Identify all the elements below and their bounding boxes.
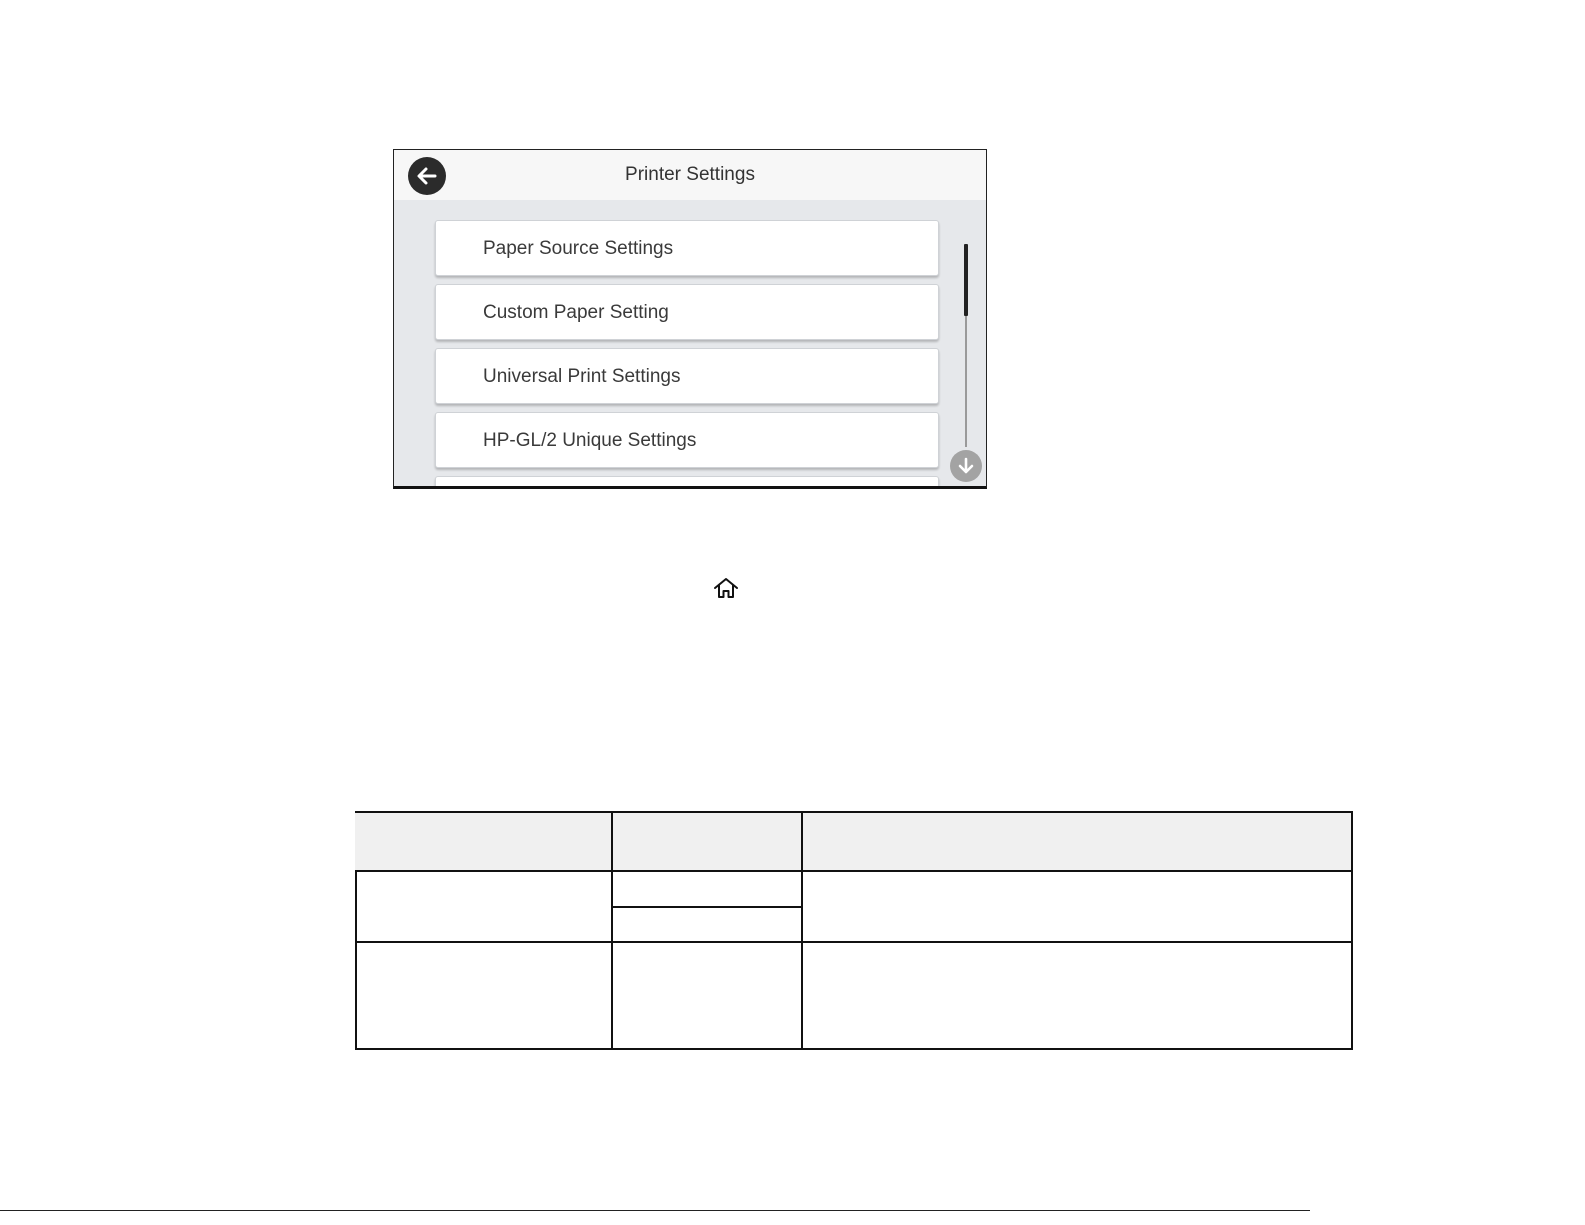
menu-item-partial[interactable] [435,476,939,489]
arrow-left-icon [414,163,440,189]
table-border-top [355,811,1353,813]
table-header-divider [355,870,1353,872]
menu-item-hp-gl2-unique-settings[interactable]: HP-GL/2 Unique Settings [435,412,939,468]
table-row-divider [355,941,1353,943]
page-footer-rule [0,1210,1310,1211]
table-border-bottom [355,1048,1353,1050]
printer-settings-panel [393,149,987,489]
scroll-down-button[interactable] [950,450,982,482]
table-border-right [1351,811,1353,1050]
menu-item-universal-print-settings[interactable]: Universal Print Settings [435,348,939,404]
back-button[interactable] [408,157,446,195]
table-subrow-divider [612,906,802,908]
panel-title: Printer Settings [625,164,755,185]
menu-item-custom-paper-setting[interactable]: Custom Paper Setting [435,284,939,340]
menu-item-paper-source-settings[interactable]: Paper Source Settings [435,220,939,276]
scrollbar-thumb[interactable] [964,244,968,316]
table-header-row [355,811,1353,871]
table-border-left [355,871,357,1050]
table-col-divider-1 [611,811,613,1050]
table-col-divider-2 [801,811,803,1050]
arrow-down-icon [955,455,977,477]
settings-table [355,811,1353,1050]
panel-header [394,150,986,200]
home-icon [712,576,740,600]
